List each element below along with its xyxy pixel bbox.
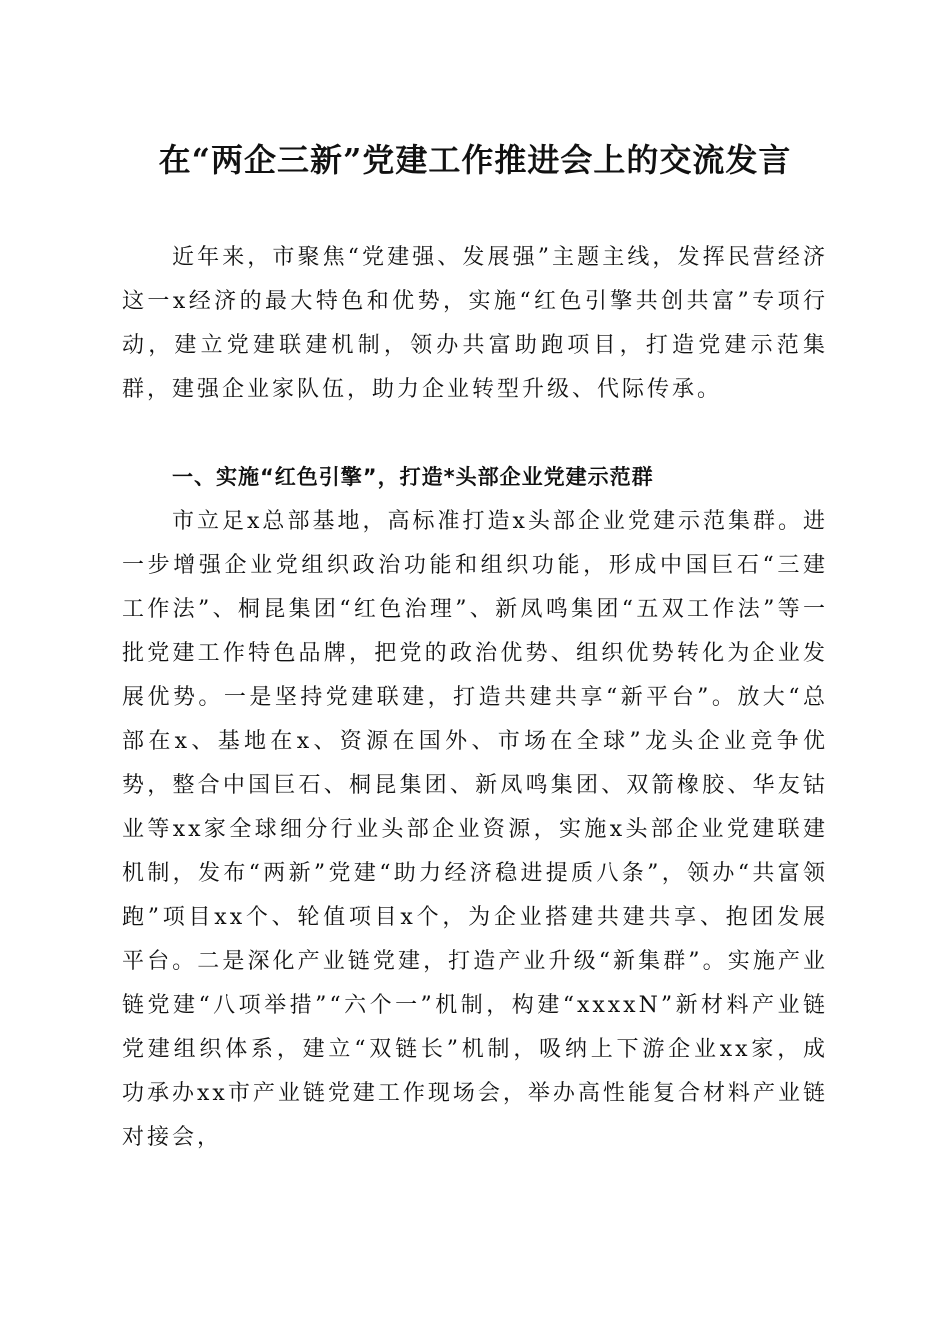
intro-paragraph: 近年来，市聚焦“党建强、发展强”主题主线，发挥民营经济这一x经济的最大特色和优势，实施“红色引擎共创共富”专项行动，建立党建联建机制，领办共富助跑项目，打造党建示范集群，建强企业家队伍，助力企业转型升级、代际传承。	[122, 245, 828, 402]
section-1-paragraph: 市立足x总部基地，高标准打造x头部企业党建示范集群。进一步增强企业党组织政治功能和组织功能，形成中国巨石“三建工作法”、桐昆集团“红色治理”、新凤鸣集团“五双工作法”等一批党建工作特色品牌，把党的政治优势、组织优势转化为企业发展优势。一是坚持党建联建，打造共建共享“新平台”。放大“总部在x、基地在x、资源在国外、市场在全球”龙头企业竞争优势，整合中国巨石、桐昆集团、新凤鸣集团、双箭橡胶、华友钴业等xx家全球细分行业头部企业资源，实施x头部企业党建联建机制，发布“两新”党建“助力经济稳进提质八条”，领办“共富领跑”项目xx个、轮值项目x个，为企业搭建共建共享、抱团发展平台。二是深化产业链党建，打造产业升级“新集群”。实施产业链党建“八项举措”“六个一”机制，构建“xxxxN”新材料产业链党建组织体系，建立“双链长”机制，吸纳上下游企业xx家，成功承办xx市产业链党建工作现场会，举办高性能复合材料产业链对接会，	[122, 509, 828, 1150]
document-title: 在“两企三新”党建工作推进会上的交流发言	[158, 141, 792, 179]
section-heading-1: 一、实施“红色引擎”，打造*头部企业党建示范群	[172, 465, 654, 489]
